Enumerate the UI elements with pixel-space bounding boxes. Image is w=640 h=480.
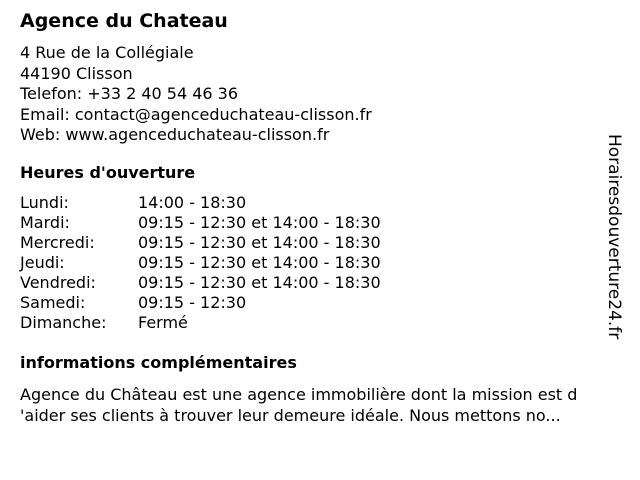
day-label: Vendredi: [20,273,96,292]
address-line1: 4 Rue de la Collégiale [20,43,194,62]
site-watermark: Horairesdouverture24.fr [604,134,624,340]
day-label: Mercredi: [20,233,95,252]
info-line2: 'aider ses clients à trouver leur demeure idéale. Nous mettons no... [20,406,561,425]
web-line: Web: www.agenceduchateau-clisson.fr [20,125,330,144]
time-value: 09:15 - 12:30 et 14:00 - 18:30 [138,213,381,232]
time-value: 09:15 - 12:30 et 14:00 - 18:30 [138,253,381,272]
time-value: 09:15 - 12:30 et 14:00 - 18:30 [138,233,381,252]
business-name: Agence du Chateau [20,10,228,32]
time-value: 09:15 - 12:30 et 14:00 - 18:30 [138,273,381,292]
info-description [20,384,620,426]
email-line: Email: contact@agenceduchateau-clisson.fr [20,104,372,124]
info-heading: informations complémentaires [20,353,297,372]
info-line1: Agence du Château est une agence immobilière dont la mission est d [20,385,578,404]
day-label: Samedi: [20,293,86,312]
time-value: Fermé [138,313,188,332]
address-line2: 44190 Clisson [20,63,133,83]
contact-block [20,43,372,146]
time-value: 09:15 - 12:30 [138,293,247,312]
day-label: Mardi: [20,213,70,232]
hours-heading: Heures d'ouverture [20,163,196,182]
phone-line: Telefon: +33 2 40 54 46 36 [20,84,239,103]
day-label: Dimanche: [20,313,107,332]
time-value: 14:00 - 18:30 [138,193,247,212]
day-label: Jeudi: [20,253,65,272]
day-label: Lundi: [20,193,69,212]
